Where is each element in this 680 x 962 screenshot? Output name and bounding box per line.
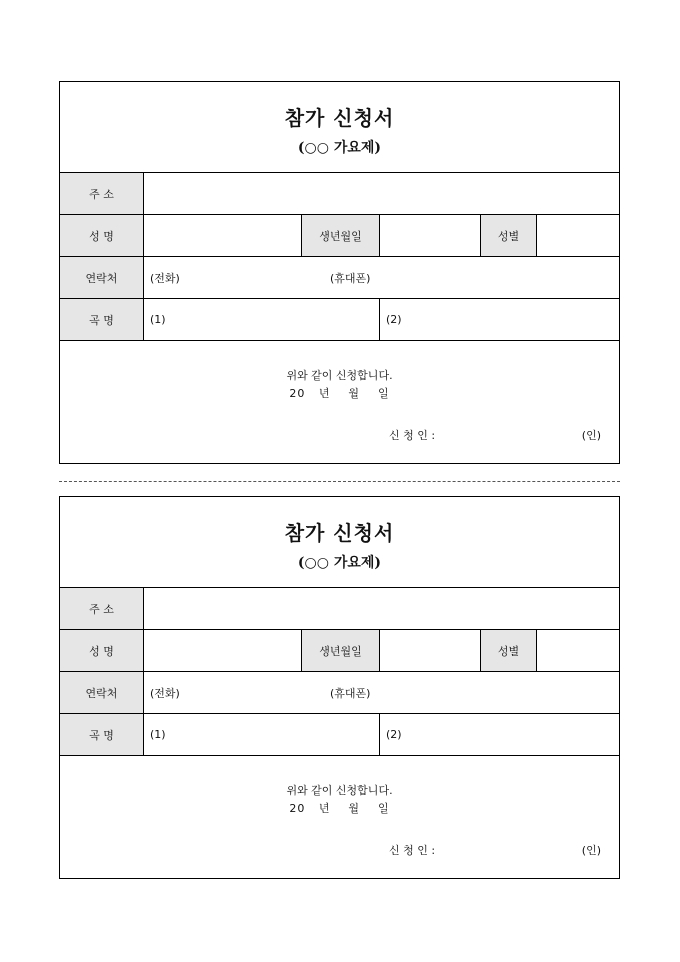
form-title: 참가 신청서	[284, 106, 395, 130]
mobile-field[interactable]	[330, 257, 619, 298]
declaration-text: 위와 같이 신청합니다.	[286, 369, 393, 382]
address-field[interactable]	[144, 588, 619, 629]
address-label: 주 소	[60, 588, 144, 629]
name-row	[60, 630, 619, 672]
form-subtitle: (○○ 가요제)	[297, 555, 382, 571]
song2-field[interactable]	[380, 714, 619, 755]
phone-label: (전화)	[150, 271, 180, 285]
gender-field[interactable]	[537, 215, 619, 256]
address-label: 주 소	[60, 173, 144, 214]
name-label: 성 명	[60, 215, 144, 256]
birth-field[interactable]	[380, 215, 480, 256]
form-title: 참가 신청서	[284, 521, 395, 545]
declaration-block	[60, 756, 619, 878]
contact-label: 연락처	[60, 672, 144, 713]
song2-field[interactable]	[380, 299, 619, 340]
name-row	[60, 215, 619, 257]
birth-label: 생년월일	[301, 215, 380, 256]
form-header	[60, 497, 619, 588]
phone-field[interactable]	[144, 257, 330, 298]
song2-label: (2)	[386, 313, 402, 326]
address-field[interactable]	[144, 173, 619, 214]
gender-field[interactable]	[537, 630, 619, 671]
mobile-label: (휴대폰)	[330, 271, 371, 285]
date-line: 20 년 월 일	[289, 387, 390, 400]
name-field[interactable]	[144, 215, 301, 256]
form-subtitle: (○○ 가요제)	[297, 140, 382, 156]
song1-label: (1)	[150, 728, 166, 741]
birth-field[interactable]	[380, 630, 480, 671]
song-row	[60, 299, 619, 341]
form-header	[60, 82, 619, 173]
application-form-1	[59, 81, 620, 464]
song-row	[60, 714, 619, 756]
gender-label: 성별	[480, 215, 537, 256]
date-line: 20 년 월 일	[289, 802, 390, 815]
cut-line	[59, 481, 620, 482]
song-label: 곡 명	[60, 714, 144, 755]
declaration-block	[60, 341, 619, 463]
seal-label: (인)	[581, 844, 601, 857]
applicant-label: 신 청 인 :	[389, 429, 436, 442]
song1-field[interactable]	[144, 299, 380, 340]
seal-label: (인)	[581, 429, 601, 442]
mobile-field[interactable]	[330, 672, 619, 713]
address-row	[60, 588, 619, 630]
application-form-2	[59, 496, 620, 879]
contact-row	[60, 672, 619, 714]
song1-field[interactable]	[144, 714, 380, 755]
applicant-label: 신 청 인 :	[389, 844, 436, 857]
song2-label: (2)	[386, 728, 402, 741]
mobile-label: (휴대폰)	[330, 686, 371, 700]
declaration-text: 위와 같이 신청합니다.	[286, 784, 393, 797]
birth-label: 생년월일	[301, 630, 380, 671]
contact-label: 연락처	[60, 257, 144, 298]
gender-label: 성별	[480, 630, 537, 671]
name-field[interactable]	[144, 630, 301, 671]
name-label: 성 명	[60, 630, 144, 671]
phone-field[interactable]	[144, 672, 330, 713]
contact-row	[60, 257, 619, 299]
song-label: 곡 명	[60, 299, 144, 340]
phone-label: (전화)	[150, 686, 180, 700]
song1-label: (1)	[150, 313, 166, 326]
address-row	[60, 173, 619, 215]
